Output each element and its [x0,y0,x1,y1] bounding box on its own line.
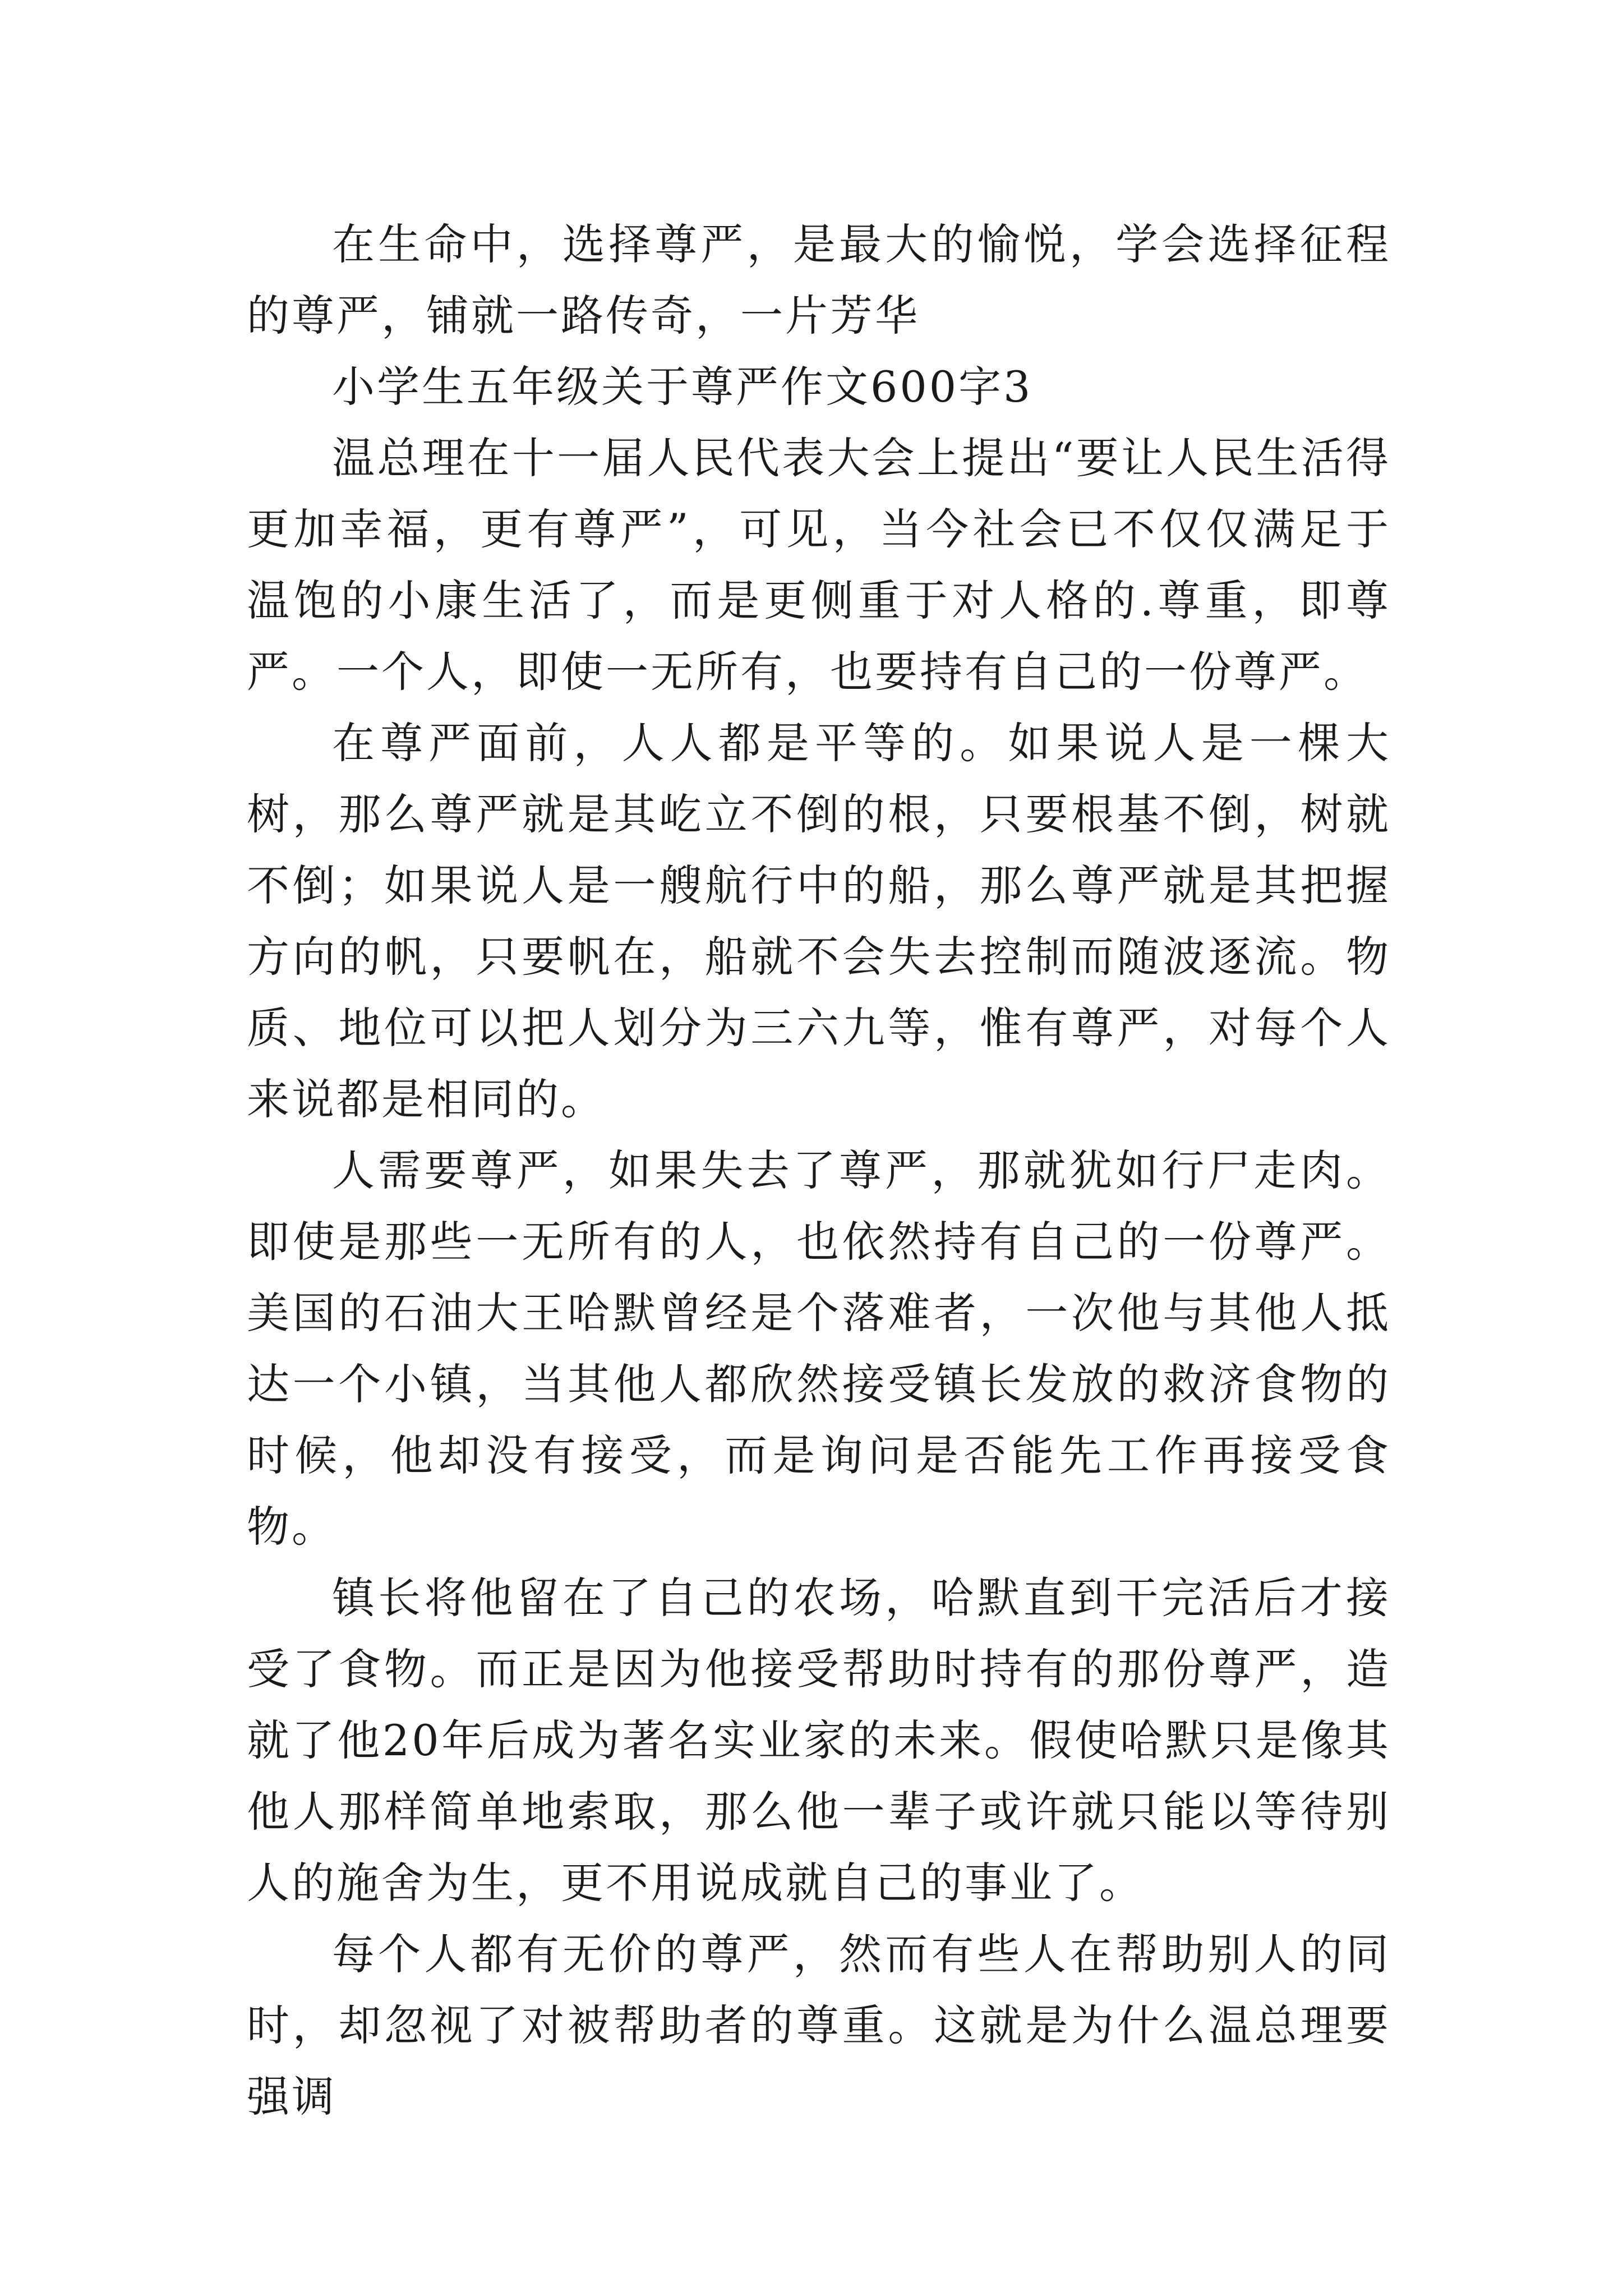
paragraph-hammer-story: 人需要尊严，如果失去了尊严，那就犹如行尸走肉。即使是那些一无所有的人，也依然持有自己的一份尊严。美国的石油大王哈默曾经是个落难者，一次他与其他人抵达一个小镇，当其他人都欣然接受镇长发放的救济食物的时候，他却没有接受，而是询问是否能先工作再接受食物。 [247,1145,1391,1552]
paragraph-closing: 在生命中，选择尊严，是最大的愉悦，学会选择征程的尊严，铺就一路传奇，一片芳华 [247,219,1391,341]
paragraph-equality: 在尊严面前，人人都是平等的。如果说人是一棵大树，那么尊严就是其屹立不倒的根，只要根基不倒，树就不倒；如果说人是一艘航行中的船，那么尊严就是其把握方向的帆，只要帆在，船就不会失去控制而随波逐流。物质、地位可以把人划分为三六九等，惟有尊严，对每个人来说都是相同的。 [247,718,1391,1124]
essay-title: 小学生五年级关于尊严作文600字3 [332,362,1033,412]
paragraph-hammer-result: 镇长将他留在了自己的农场，哈默直到干完活后才接受了食物。而正是因为他接受帮助时持有的那份尊严，造就了他20年后成为著名实业家的未来。假使哈默只是像其他人那样简单地索取，那么他一辈子或许就只能以等待别人的施舍为生，更不用说成就自己的事业了。 [247,1573,1391,1908]
essay-body [247,209,1391,2132]
paragraph-intro: 温总理在十一届人民代表大会上提出“要让人民生活得更加幸福，更有尊严”，可见，当今社会已不仅仅满足于温饱的小康生活了，而是更侧重于对人格的.尊重，即尊严。一个人，即使一无所有，也要持有自己的一份尊严。 [247,433,1391,697]
paragraph-respect: 每个人都有无价的尊严，然而有些人在帮助别人的同时，却忽视了对被帮助者的尊重。这就是为什么温总理要强调 [247,1929,1391,2122]
